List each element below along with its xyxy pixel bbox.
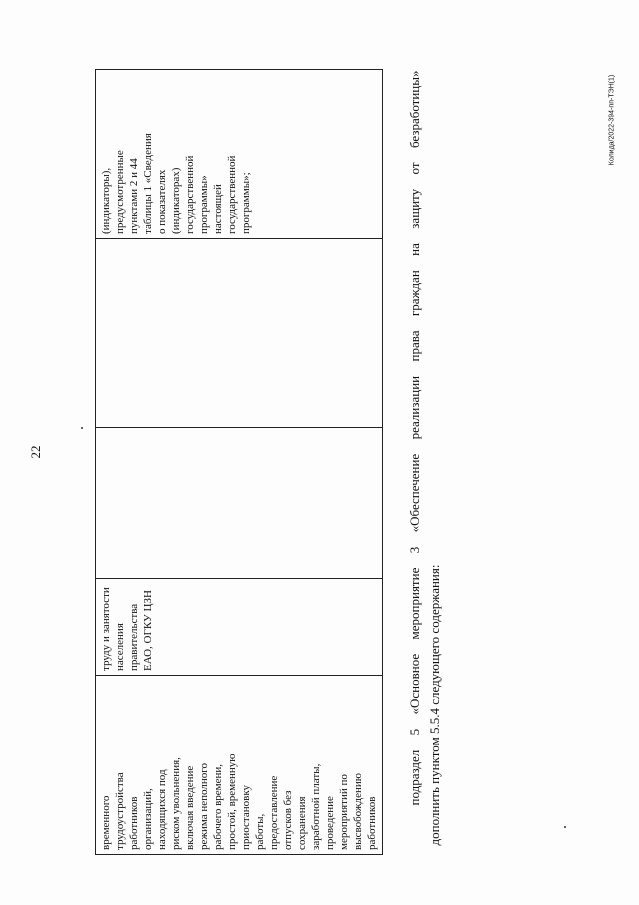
body-text-line-1: подраздел 5 «Основное мероприятие 3 «Обеспечение реализации права граждан на защиту от безработицы» [407,70,422,805]
table-row [96,70,383,855]
body-text [405,70,465,845]
table-cell-indicators [96,70,383,239]
indicators-text: (индикаторы), предусмотренные пунктами 2 и 44 таблицы 1 «Сведения о показателях (индикаторах) государственной программы» настоящей государственной программы»; [100,133,252,234]
scan-speck [81,427,83,429]
measures-table [95,69,383,855]
executor-text: труду и занятости населения правительства ЕАО, ОГКУ ЦЗН [100,587,154,671]
table-cell-executor [96,579,383,676]
page-number: 22 [28,445,43,459]
body-text-frame [405,70,465,845]
table-cell-empty-b [96,239,383,428]
table-cell-empty-a [96,428,383,579]
table-frame [95,115,381,855]
document-code: Колида/2022-394-пп-ТЭН(1) [608,74,616,166]
table-rotation-wrapper [95,115,381,855]
body-text-line-2: дополнить пунктом 5.5.4 следующего содержания: [427,564,442,845]
table-cell-description [96,676,383,855]
description-text: временного трудоустройства работников организаций, находящихся под риском увольнения, включая введение режима неполного рабочего времени, простой, временную приостановку работы, предоставление отпусков без сохранения заработной платы, проведение мероприятий по высвобождению работников [100,753,378,850]
scan-speck [564,826,566,828]
